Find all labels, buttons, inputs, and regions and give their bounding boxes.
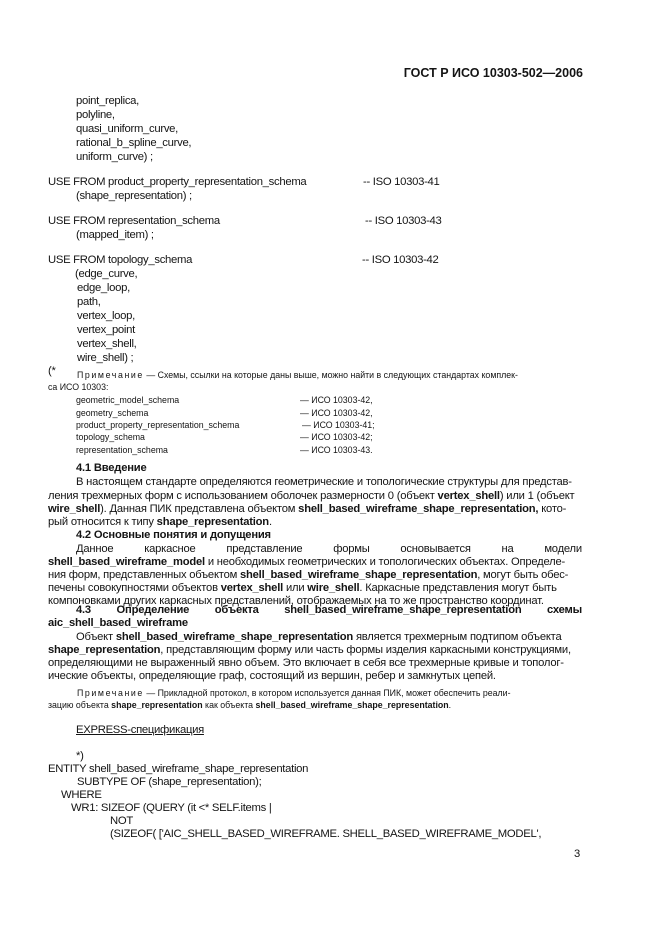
text: . <box>448 700 452 710</box>
code-item: vertex_loop, <box>77 310 135 322</box>
code-item: uniform_curve) ; <box>76 151 153 163</box>
entity-name: shell_based_wireframe_model <box>48 556 205 568</box>
text: и необходимых геометрических и топологических объектах. Определе- <box>204 556 566 568</box>
text: , представляющим форму или часть формы изделия каркасными конструкциями, <box>160 644 571 656</box>
entity-name: shape_representation <box>111 700 203 710</box>
code-item: polyline, <box>76 109 115 121</box>
note-schema: geometric_model_schema <box>76 395 180 405</box>
word: модели <box>544 543 582 555</box>
code-item: vertex_point <box>77 324 135 336</box>
entity-name: shell_based_wireframe_shape_representation <box>115 631 354 643</box>
text: ния форм, представленных объектом <box>48 569 240 581</box>
entity-name: vertex_shell <box>220 582 284 594</box>
entity-name: shell_based_wireframe_shape_representation, <box>298 503 539 515</box>
code-item: (mapped_item) ; <box>76 229 154 241</box>
entity-name: shape_representation <box>48 644 161 656</box>
code-item: (edge_curve, <box>75 268 138 280</box>
text: , могут быть обес- <box>477 569 569 581</box>
paragraph-line <box>48 503 566 515</box>
code-line: SUBTYPE OF (shape_representation); <box>77 776 262 788</box>
code-item: vertex_shell, <box>77 338 137 350</box>
note-label: Примечание <box>77 370 144 380</box>
text: является трехмерным подтипом объекта <box>353 631 562 643</box>
section-title-4-1: 4.1 Введение <box>76 462 147 474</box>
code-item: (shape_representation) ; <box>76 190 192 202</box>
paragraph-line: ические объекты, определяющие граф, состоящий из вершин, ребер и замкнутых цепей. <box>48 670 496 682</box>
text: . <box>268 516 272 528</box>
page-number: 3 <box>574 848 581 860</box>
word: основывается <box>400 543 471 555</box>
word: схемы <box>547 604 582 616</box>
code-item: path, <box>77 296 101 308</box>
paragraph-line <box>48 556 565 568</box>
paragraph-line <box>48 644 571 656</box>
note-schema: geometry_schema <box>76 408 149 418</box>
word: представление <box>226 543 303 555</box>
text: . Каркасные представления могут быть <box>359 582 557 594</box>
word: Данное <box>76 543 114 555</box>
note-text: — Схемы, ссылки на которые даны выше, можно найти в следующих стандартах комплек- <box>143 370 518 380</box>
paragraph-line <box>48 582 557 594</box>
note-cont: са ИСО 10303: <box>48 382 109 392</box>
word: 4.3 Определение <box>76 604 190 616</box>
note-schema: topology_schema <box>76 432 145 442</box>
code-item: rational_b_spline_curve, <box>76 137 192 149</box>
text: рый относится к типу <box>48 516 157 528</box>
code-line: (SIZEOF( ['AIC_SHELL_BASED_WIREFRAME. SHELL_BASED_WIREFRAME_MODEL', <box>110 828 542 840</box>
entity-name: shell_based_wireframe_shape_representation <box>255 700 449 710</box>
note-standard: — ИСО 10303-42, <box>300 408 373 418</box>
text: кото- <box>538 503 567 515</box>
code-line: NOT <box>110 815 133 827</box>
express-spec-title: EXPRESS-спецификация <box>76 724 204 736</box>
paragraph-line: определяющими не выраженный явно объем. Это включает в себя все трехмерные кривые и тополог- <box>48 657 564 669</box>
code-item: point_replica, <box>76 95 139 107</box>
paragraph-line: компоновками других каркасных представлений, отображаемых на то же пространство координат. <box>48 595 544 607</box>
iso-reference: -- ISO 10303-41 <box>363 176 440 188</box>
text: ). Данная ПИК представлена объектом <box>100 503 299 515</box>
note-label: Примечание <box>77 688 144 698</box>
code-line: ENTITY shell_based_wireframe_shape_representation <box>48 763 309 775</box>
code-item: wire_shell) ; <box>77 352 134 364</box>
paragraph-line <box>76 543 582 555</box>
use-from-line: USE FROM topology_schema <box>48 254 193 266</box>
entity-name: wire_shell <box>307 582 360 594</box>
note-text: — Прикладной протокол, в котором используется данная ПИК, может обеспечить реали- <box>143 688 511 698</box>
document-header: ГОСТ Р ИСО 10303-502—2006 <box>403 66 583 80</box>
section-title-4-3 <box>76 604 582 616</box>
paragraph-line <box>48 490 574 502</box>
note-standard: — ИСО 10303-41; <box>302 420 375 430</box>
note-line <box>77 688 511 698</box>
note-schema: representation_schema <box>76 445 168 455</box>
use-from-line: USE FROM product_property_representation_schema <box>48 176 307 188</box>
code-item: quasi_uniform_curve, <box>76 123 179 135</box>
text: как объекта <box>202 700 256 710</box>
entity-name: wire_shell <box>48 503 101 515</box>
paragraph-line: В настоящем стандарте определяются геометрические и топологические структуры для представ- <box>76 476 572 488</box>
comment-open: (* <box>48 365 56 377</box>
word: на <box>501 543 514 555</box>
text: зацию объекта <box>48 700 112 710</box>
word: shell_based_wireframe_shape_representation <box>284 604 522 616</box>
note-line <box>48 700 451 710</box>
code-line: WHERE <box>61 789 102 801</box>
code-line: WR1: SIZEOF (QUERY (it <* SELF.items | <box>71 802 272 814</box>
text: или <box>283 582 308 594</box>
section-title-4-2: 4.2 Основные понятия и допущения <box>76 529 271 541</box>
word: формы <box>333 543 370 555</box>
note-schema: product_property_representation_schema <box>76 420 240 430</box>
paragraph-line <box>48 516 272 528</box>
paragraph-line <box>76 631 561 643</box>
use-from-line: USE FROM representation_schema <box>48 215 220 227</box>
word: объекта <box>214 604 259 616</box>
comment-close: *) <box>76 750 84 762</box>
entity-name: vertex_shell <box>437 490 500 502</box>
text: ления трехмерных форм с использованием оболочек размерности 0 (объект <box>48 490 438 502</box>
text: Объект <box>76 631 116 643</box>
iso-reference: -- ISO 10303-43 <box>365 215 442 227</box>
note-standard: — ИСО 10303-43. <box>300 445 373 455</box>
entity-name: shape_representation <box>156 516 269 528</box>
iso-reference: -- ISO 10303-42 <box>362 254 439 266</box>
word: каркасное <box>144 543 196 555</box>
text: печены совокупностями объектов <box>48 582 221 594</box>
section-title-4-3-cont: aic_shell_based_wireframe <box>48 617 188 629</box>
entity-name: shell_based_wireframe_shape_representation <box>240 569 478 581</box>
note-line <box>77 370 518 380</box>
note-standard: — ИСО 10303-42; <box>300 432 373 442</box>
code-item: edge_loop, <box>77 282 130 294</box>
text: ) или 1 (объект <box>499 490 575 502</box>
note-standard: — ИСО 10303-42, <box>300 395 373 405</box>
paragraph-line <box>48 569 568 581</box>
